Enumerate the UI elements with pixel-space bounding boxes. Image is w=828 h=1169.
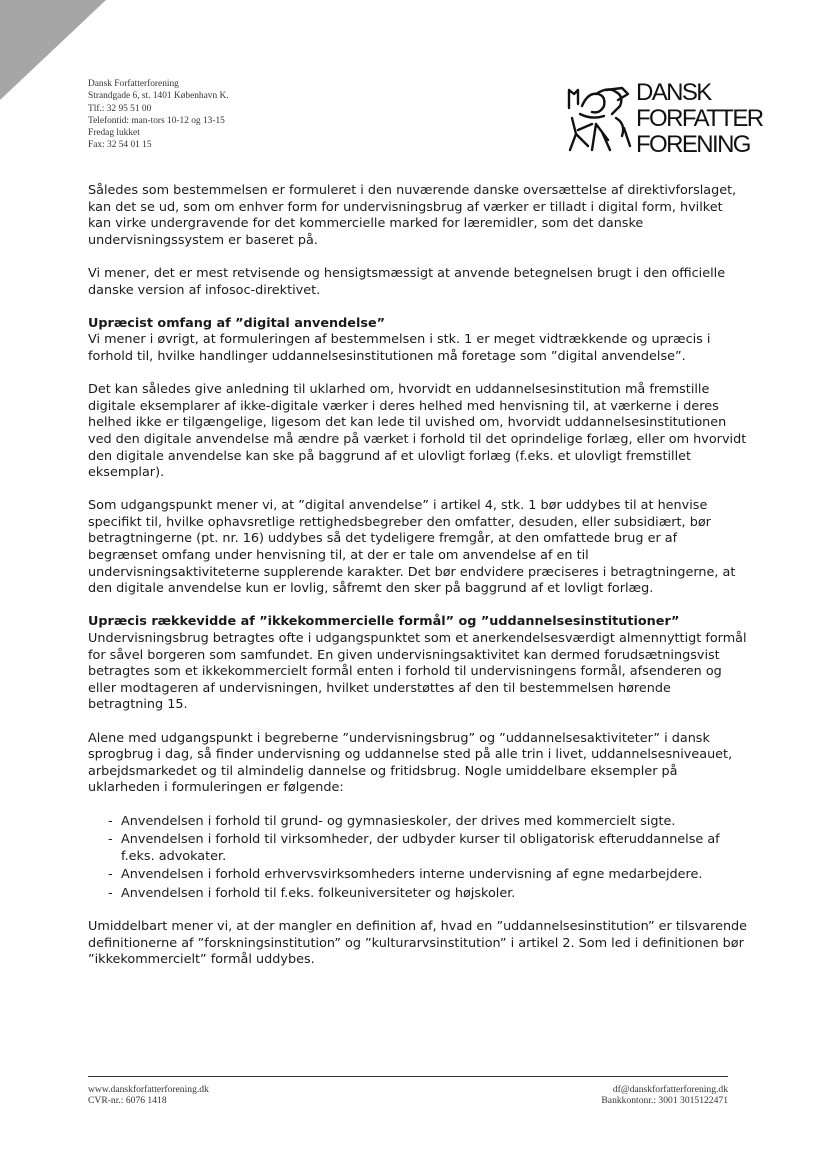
sender-address-block <box>88 78 229 152</box>
footer-website-link[interactable]: www.danskforfatterforening.dk <box>88 1084 209 1095</box>
paragraph: Alene med udgangspunkt i begreberne ”undervisningsbrug” og ”uddannelsesaktiviteter” i dansk sprogbrug i dag, så finder undervisning og uddannelse sted på alle trin i livet, uddannelsesniveauet, arbejdsmarkedet og til almindelig dannelse og fritidsbrug. Nogle umiddelbare eksempler på uklarheden i formuleringen er følgende: <box>88 730 733 796</box>
footer-cvr: CVR-nr.: 6076 1418 <box>88 1095 167 1106</box>
sender-address: Strandgade 6, st. 1401 København K. <box>88 91 229 102</box>
logo-line-3: FORENING <box>636 131 750 158</box>
letter-body <box>88 183 748 986</box>
paragraph: Vi mener, det er mest retvisende og hensigtsmæssigt at anvende betegnelsen brugt i den officielle danske version af infosoc-direktivet. <box>88 265 726 298</box>
list-item-text: Anvendelsen i forhold til grund- og gymnasieskoler, der drives med kommercielt sigte. <box>121 813 676 829</box>
list-item <box>88 814 748 831</box>
list-item-text: Anvendelsen i forhold erhvervsvirksomheders interne undervisning af egne medarbejdere. <box>121 867 703 883</box>
list-item <box>88 832 748 865</box>
paragraph: Det kan således give anledning til uklarhed om, hvorvidt en uddannelsesinstitution må fremstille digitale eksemplarer af ikke-digitale værker i deres helhed med henvisning til, at værkerne i deres helhed ikke er tilgængelige, ligesom det kan lede til uvished om, hvorvidt uddannelsesinstitutionen ved den digitale anvendelse må ændre på værket i forhold til det oprindelige forlæg, eller om hvorvidt den digitale anvendelse kan ske på baggrund af et ulovligt forlæg (f.eks. et ulovligt fremstillet eksemplar). <box>88 382 747 481</box>
paragraph: Undervisningsbrug betragtes ofte i udgangspunktet som et anerkendelsesværdigt almennyttigt formål for såvel borgeren som samfundet. En given undervisningsaktivitet kan dermed forudsætningsvist betragtes som et ikkekommercielt formål enten i forhold til undervisningens formål, afsenderen og eller modtageren af undervisningen, hvilket understøttes af den til bestemmelsen hørende betragtning 15. <box>88 631 747 713</box>
pegasus-logo-icon <box>566 84 632 154</box>
sender-friday: Fredag lukket <box>88 128 140 139</box>
sender-phone: Tlf.: 32 95 51 00 <box>88 103 152 114</box>
sender-phone-hours: Telefontid: man-tors 10-12 og 13-15 <box>88 115 225 126</box>
footer-left <box>88 1084 209 1106</box>
list-dash: - <box>108 813 113 829</box>
list-dash: - <box>108 832 113 848</box>
sender-fax: Fax: 32 54 01 15 <box>88 140 152 151</box>
organization-logo <box>566 80 766 160</box>
paragraph: Som udgangspunkt mener vi, at ”digital anvendelse” i artikel 4, stk. 1 bør uddybes til at henvise specifikt til, hvilke ophavsretlige rettighedsbegreber den omfatter, desuden, eller subsidiært, bør betragtningerne (pt. nr. 16) uddybes så det tydeligere fremgår, at den omfattede brug er af begrænset omfang under henvisning til, at der er tale om anvendelse af en til undervisningsaktiviteterne supplerende karakter. Det bør endvidere præciseres i betragtningerne, at den digitale anvendelse kun er lovlig, såfremt den sker på baggrund af et lovligt forlæg. <box>88 498 736 597</box>
list-item <box>88 886 748 903</box>
examples-list <box>88 814 748 903</box>
paragraph: Umiddelbart mener vi, at der mangler en definition af, hvad en ”uddannelsesinstitution” er tilsvarende definitionerne af ”forskningsinstitution” og ”kulturarvsinstitution” i artikel 2. Som led i definitionen bør ”ikkekommercielt” formål uddybes. <box>88 919 748 968</box>
logo-wordmark <box>636 80 762 158</box>
section-heading: Upræcis rækkevidde af ”ikkekommercielle formål” og ”uddannelsesinstitutioner” <box>88 614 680 630</box>
footer-divider <box>88 1076 728 1077</box>
paragraph: Således som bestemmelsen er formuleret i den nuværende danske oversættelse af direktivforslaget, kan det se ud, som om enhver form for undervisningsbrug af værker er tilladt i digital form, hvilket kan virke undergravende for det kommercielle marked for læremidler, som det danske undervisningssystem er baseret på. <box>88 183 737 248</box>
footer-bank: Bankkontonr.: 3001 3015122471 <box>601 1095 728 1106</box>
paragraph: Vi mener i øvrigt, at formuleringen af bestemmelsen i stk. 1 er meget vidtrækkende og upræcis i forhold til, hvilke handlinger uddannelsesinstitutionen må foretage som ”digital anvendelse”. <box>88 332 711 364</box>
list-item <box>88 867 748 884</box>
list-dash: - <box>108 867 113 883</box>
logo-line-2: FORFATTER <box>636 105 763 132</box>
logo-line-1: DANSK <box>636 79 711 106</box>
list-item-text: Anvendelsen i forhold til f.eks. folkeuniversiteter og højskoler. <box>121 885 516 901</box>
sender-org: Dansk Forfatterforening <box>88 79 179 89</box>
list-item-text: Anvendelsen i forhold til virksomheder, der udbyder kurser til obligatorisk efteruddannelse af f.eks. advokater. <box>121 832 720 864</box>
list-dash: - <box>108 885 113 901</box>
footer-right <box>601 1084 728 1106</box>
section-heading: Upræcist omfang af ”digital anvendelse” <box>88 315 386 331</box>
footer-email-link[interactable]: df@danskforfatterforening.dk <box>612 1084 728 1095</box>
